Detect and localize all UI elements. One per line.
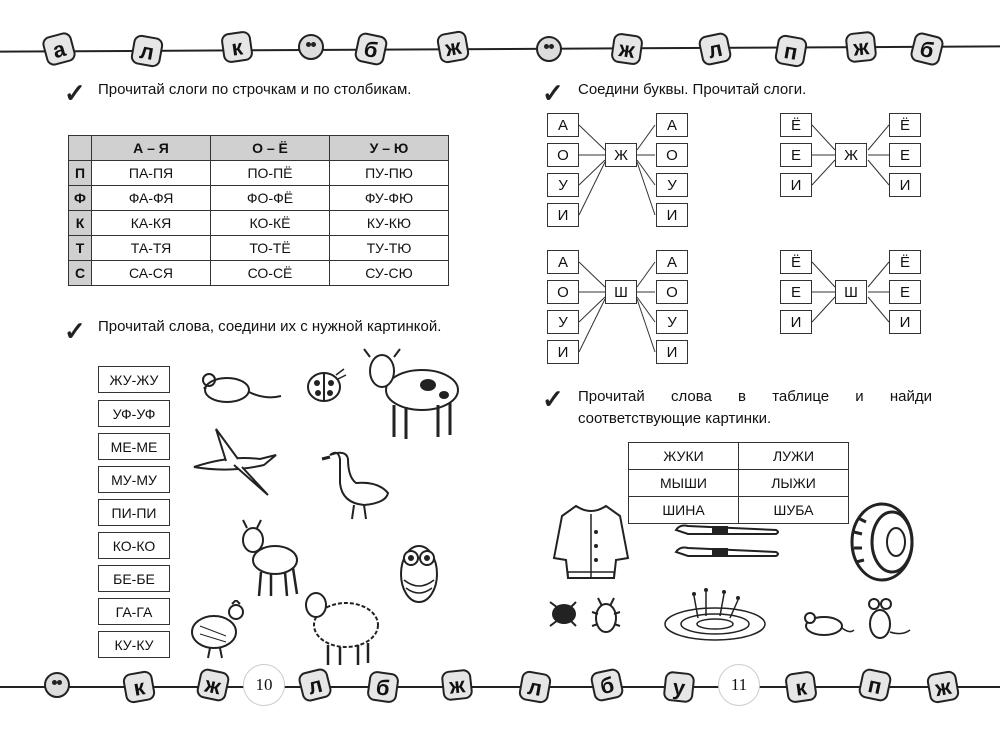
row-header: К [69, 211, 92, 236]
mice-icon [798, 596, 913, 642]
table-cell: ШИНА [629, 497, 739, 524]
fur-coat-icon [550, 502, 632, 582]
decor-letter: к [220, 30, 254, 64]
column-header: А – Я [92, 136, 211, 161]
word-box: КО-КО [98, 532, 170, 559]
letter-box: У [547, 310, 579, 334]
letter-box: Е [780, 280, 812, 304]
letter-box: И [780, 173, 812, 197]
table-cell: ТО-ТЁ [211, 236, 330, 261]
letter-box: О [656, 143, 688, 167]
letter-box: А [656, 250, 688, 274]
decor-letter: б [909, 31, 945, 67]
goat-icon [235, 518, 305, 598]
table-row [69, 261, 449, 286]
task-instruction: Соедини буквы. Прочитай слоги. [578, 81, 807, 98]
letter-box: И [780, 310, 812, 334]
letter-box: Е [889, 280, 921, 304]
table-cell: СА-СЯ [92, 261, 211, 286]
mouse-icon [195, 368, 285, 413]
table-cell: ФУ-ФЮ [330, 186, 449, 211]
page-number: 10 [243, 664, 285, 706]
hen-icon [186, 600, 248, 660]
goose-icon [318, 447, 393, 522]
letter-box: О [547, 143, 579, 167]
letter-box: И [656, 340, 688, 364]
letter-box: И [889, 310, 921, 334]
syllable-table [68, 135, 449, 286]
word-box: БЕ-БЕ [98, 565, 170, 592]
table-corner [69, 136, 92, 161]
table-cell: ПО-ПЁ [211, 161, 330, 186]
decor-letter: ж [845, 31, 878, 64]
decor-letter: к [784, 670, 818, 704]
table-cell: КУ-КЮ [330, 211, 449, 236]
word-box: ПИ-ПИ [98, 499, 170, 526]
row-header: П [69, 161, 92, 186]
decor-letter: л [130, 34, 165, 69]
decor-letter: ж [926, 670, 961, 705]
decor-letter: б [366, 670, 400, 704]
letter-box: О [547, 280, 579, 304]
checkmark-icon: ✓ [542, 384, 564, 414]
decor-letter: л [297, 667, 333, 703]
word-box: МУ-МУ [98, 466, 170, 493]
letter-box: А [547, 250, 579, 274]
table-cell: СО-СЁ [211, 261, 330, 286]
cow-icon [360, 345, 465, 445]
table-cell: ТУ-ТЮ [330, 236, 449, 261]
letter-box: У [656, 173, 688, 197]
table-row [69, 186, 449, 211]
letter-box: У [656, 310, 688, 334]
letter-box: Ё [889, 250, 921, 274]
table-row [69, 161, 449, 186]
decor-letter: ж [195, 667, 231, 703]
center-letter-box: Ж [605, 143, 637, 167]
decor-letter: л [697, 31, 733, 67]
table-cell: КО-КЁ [211, 211, 330, 236]
decor-letter: б [353, 31, 389, 67]
word-box: ЖУ-ЖУ [98, 366, 170, 393]
button-icon [44, 672, 70, 698]
decor-letter: п [774, 34, 809, 69]
decor-letter: б [589, 667, 625, 703]
decor-letter: ж [610, 32, 644, 66]
table-row [69, 211, 449, 236]
table-cell: ПА-ПЯ [92, 161, 211, 186]
row-header: Т [69, 236, 92, 261]
letter-box: И [547, 340, 579, 364]
word-box: МЕ-МЕ [98, 433, 170, 460]
decor-letter: у [663, 671, 696, 704]
decor-letter: ж [441, 669, 474, 702]
letter-box: Е [889, 143, 921, 167]
center-letter-box: Ш [605, 280, 637, 304]
table-cell: ФА-ФЯ [92, 186, 211, 211]
decor-letter: ж [436, 30, 471, 65]
table-row [629, 443, 849, 470]
letter-box: Ё [780, 113, 812, 137]
page-number: 11 [718, 664, 760, 706]
table-row [69, 236, 449, 261]
bird-icon [190, 425, 280, 500]
word-box: ГА-ГА [98, 598, 170, 625]
task-instruction: Прочитай слоги по строчкам и по столбикам. [98, 81, 412, 98]
column-header: У – Ю [330, 136, 449, 161]
letter-box: И [547, 203, 579, 227]
table-cell: ТА-ТЯ [92, 236, 211, 261]
table-cell: ЖУКИ [629, 443, 739, 470]
table-cell: ЛУЖИ [739, 443, 849, 470]
word-table [628, 442, 849, 524]
puddle-icon [660, 584, 770, 646]
task-instruction: Прочитай слова в таблице и найди соответствующие картинки. [578, 388, 932, 427]
beetles-icon [546, 592, 626, 638]
letter-box: И [656, 203, 688, 227]
column-header: О – Ё [211, 136, 330, 161]
checkmark-icon: ✓ [542, 78, 564, 108]
letter-box: А [547, 113, 579, 137]
decor-letter: л [518, 670, 553, 705]
owl-icon [398, 536, 440, 606]
table-cell: ФО-ФЁ [211, 186, 330, 211]
ladybug-icon [300, 365, 350, 407]
table-row [629, 497, 849, 524]
table-cell: МЫШИ [629, 470, 739, 497]
letter-box: Ё [889, 113, 921, 137]
decor-letter: а [41, 31, 78, 68]
center-letter-box: Ж [835, 143, 867, 167]
decor-letter: п [857, 667, 893, 703]
table-cell: СУ-СЮ [330, 261, 449, 286]
word-box: УФ-УФ [98, 400, 170, 427]
checkmark-icon: ✓ [64, 316, 86, 346]
table-row [629, 470, 849, 497]
task-instruction: Прочитай слова, соедини их с нужной картинкой. [98, 318, 442, 335]
skis-icon [672, 522, 782, 568]
row-header: С [69, 261, 92, 286]
decor-letter: к [122, 670, 157, 705]
letter-box: Ё [780, 250, 812, 274]
center-letter-box: Ш [835, 280, 867, 304]
table-cell: КА-КЯ [92, 211, 211, 236]
letter-box: У [547, 173, 579, 197]
row-header: Ф [69, 186, 92, 211]
letter-box: Е [780, 143, 812, 167]
tire-icon [848, 502, 924, 582]
checkmark-icon: ✓ [64, 78, 86, 108]
sheep-icon [298, 585, 383, 667]
letter-box: А [656, 113, 688, 137]
letter-box: О [656, 280, 688, 304]
button-icon [298, 34, 324, 60]
letter-box: И [889, 173, 921, 197]
table-cell: ПУ-ПЮ [330, 161, 449, 186]
table-cell: ЛЫЖИ [739, 470, 849, 497]
table-cell: ШУБА [739, 497, 849, 524]
button-icon [536, 36, 562, 62]
word-box: КУ-КУ [98, 631, 170, 658]
